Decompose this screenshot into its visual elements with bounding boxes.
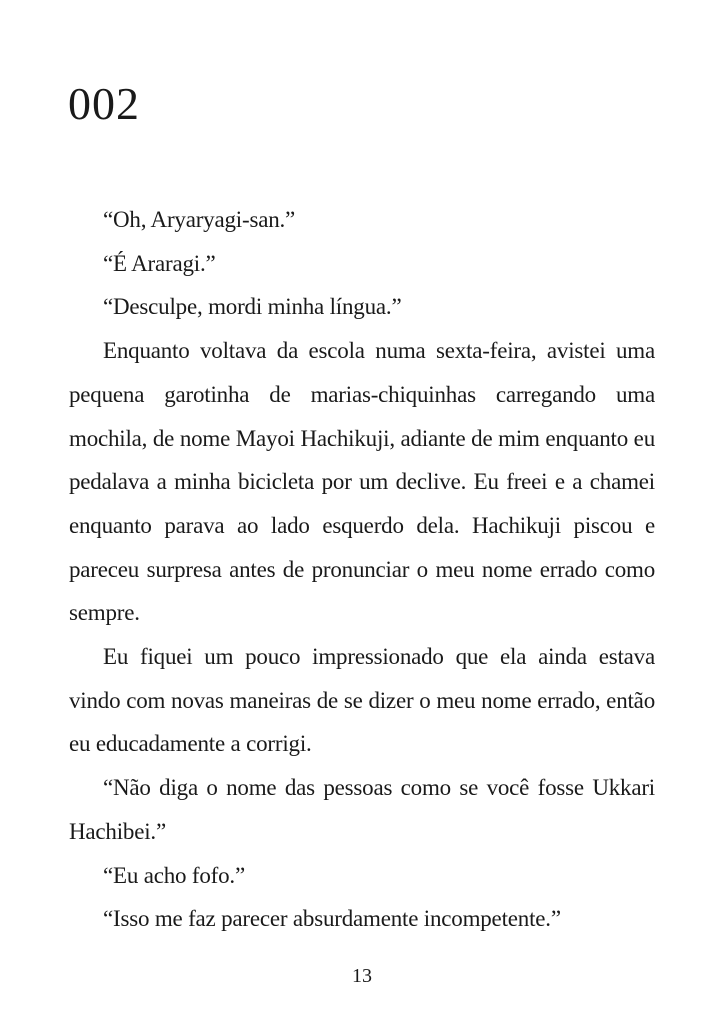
paragraph: “Oh, Aryaryagi-san.” xyxy=(103,207,296,232)
paragraph: Enquanto voltava da escola numa sexta-feira, avistei uma pequena garotinha de marias-chiquinhas carregando uma mochila, de nome Mayoi Hachikuji, adiante de mim enquanto eu pedalava a minha bicicleta por um declive. Eu freei e a chamei enquanto parava ao lado esquerdo dela. Hachikuji piscou e pareceu surpresa antes de pronunciar o meu nome errado como sempre. xyxy=(69,338,655,626)
paragraph: Eu fiquei um pouco impressionado que ela ainda estava vindo com novas maneiras de se dizer o meu nome errado, então eu educadamente a corrigi. xyxy=(69,644,655,757)
paragraph: “Eu acho fofo.” xyxy=(103,862,245,888)
chapter-number: 002 xyxy=(68,78,140,129)
page-number: 13 xyxy=(352,965,372,987)
paragraph: “Desculpe, mordi minha língua.” xyxy=(103,294,402,320)
body-text xyxy=(69,198,655,941)
paragraph: “Isso me faz parecer absurdamente incompetente.” xyxy=(103,906,561,932)
paragraph: “Não diga o nome das pessoas como se você fosse Ukkari Hachibei.” xyxy=(69,775,655,844)
paragraph: “É Araragi.” xyxy=(103,250,216,276)
